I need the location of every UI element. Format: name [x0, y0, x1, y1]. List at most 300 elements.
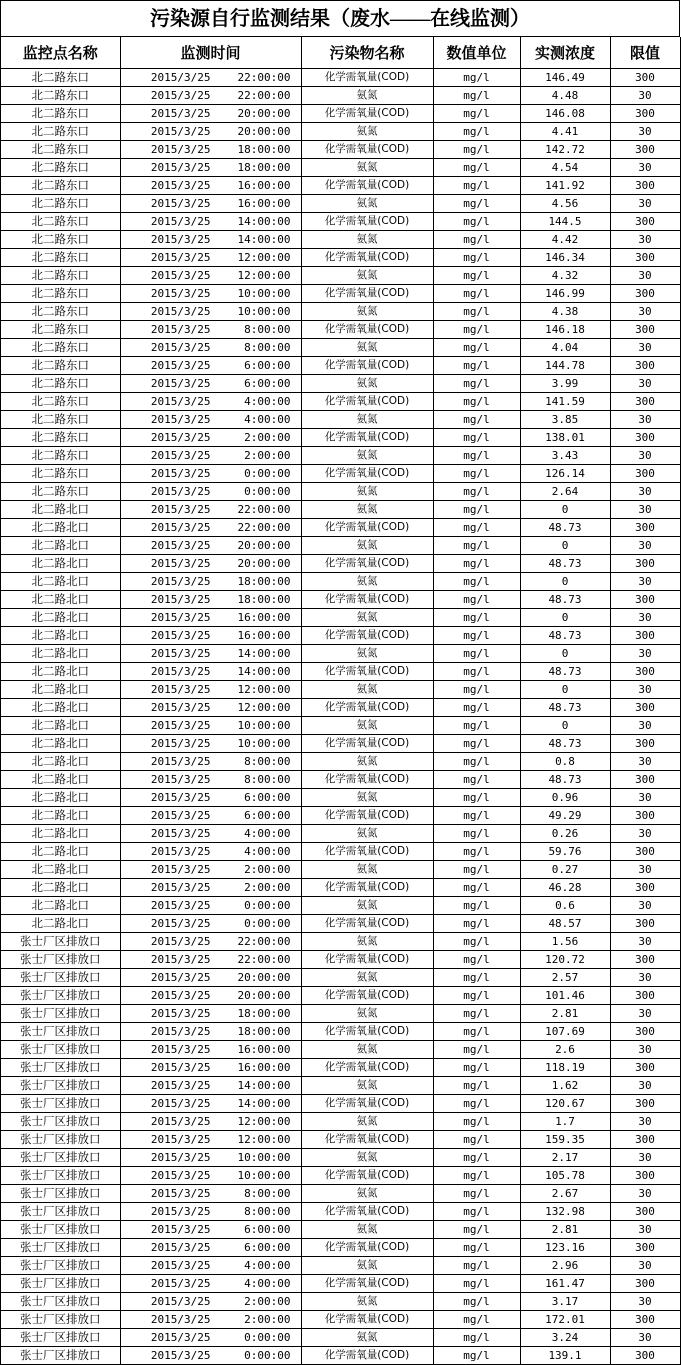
cell-clock: 10:00:00 [237, 737, 291, 750]
cell-limit: 300 [610, 1347, 680, 1365]
cell-unit: mg/l [433, 1131, 520, 1149]
cell-time [120, 483, 301, 501]
cell-site: 张士厂区排放口 [1, 1113, 120, 1131]
cell-concentration: 59.76 [520, 843, 610, 861]
cell-pollutant: 氨氮 [301, 339, 433, 357]
cell-limit: 300 [610, 879, 680, 897]
cell-time [120, 1041, 301, 1059]
cell-clock: 0:00:00 [244, 1331, 291, 1344]
cell-limit: 30 [610, 537, 680, 555]
cell-site: 北二路东口 [1, 87, 120, 105]
cell-site: 北二路北口 [1, 573, 120, 591]
cell-pollutant: 化学需氧量(COD) [301, 1131, 433, 1149]
cell-limit: 30 [610, 231, 680, 249]
cell-pollutant: 化学需氧量(COD) [301, 1347, 433, 1365]
cell-site: 北二路东口 [1, 447, 120, 465]
cell-clock: 14:00:00 [237, 665, 291, 678]
table-row [1, 267, 680, 285]
cell-time [120, 807, 301, 825]
cell-unit: mg/l [433, 1311, 520, 1329]
cell-clock: 20:00:00 [237, 125, 291, 138]
cell-clock: 20:00:00 [237, 107, 291, 120]
table-row [1, 627, 680, 645]
cell-site: 张士厂区排放口 [1, 1293, 120, 1311]
table-row [1, 987, 680, 1005]
cell-time [120, 645, 301, 663]
cell-concentration: 0.96 [520, 789, 610, 807]
cell-limit: 30 [610, 861, 680, 879]
cell-limit: 30 [610, 1329, 680, 1347]
cell-unit: mg/l [433, 447, 520, 465]
cell-time [120, 249, 301, 267]
cell-site: 北二路东口 [1, 105, 120, 123]
table-row [1, 771, 680, 789]
cell-limit: 300 [610, 429, 680, 447]
cell-site: 北二路东口 [1, 339, 120, 357]
table-row [1, 1005, 680, 1023]
cell-clock: 14:00:00 [237, 647, 291, 660]
cell-unit: mg/l [433, 429, 520, 447]
cell-time [120, 591, 301, 609]
cell-unit: mg/l [433, 231, 520, 249]
cell-pollutant: 氨氮 [301, 897, 433, 915]
cell-concentration: 2.64 [520, 483, 610, 501]
cell-pollutant: 化学需氧量(COD) [301, 321, 433, 339]
cell-clock: 4:00:00 [244, 827, 291, 840]
cell-time [120, 339, 301, 357]
cell-concentration: 146.99 [520, 285, 610, 303]
table-row [1, 717, 680, 735]
cell-pollutant: 化学需氧量(COD) [301, 141, 433, 159]
cell-site: 北二路北口 [1, 537, 120, 555]
cell-limit: 300 [610, 249, 680, 267]
cell-pollutant: 化学需氧量(COD) [301, 177, 433, 195]
cell-date: 2015/3/25 [150, 1079, 211, 1092]
cell-concentration: 4.54 [520, 159, 610, 177]
cell-site: 张士厂区排放口 [1, 1041, 120, 1059]
cell-clock: 0:00:00 [244, 1349, 291, 1362]
cell-unit: mg/l [433, 951, 520, 969]
cell-date: 2015/3/25 [150, 431, 211, 444]
cell-clock: 8:00:00 [244, 755, 291, 768]
cell-time [120, 1329, 301, 1347]
cell-pollutant: 氨氮 [301, 1077, 433, 1095]
cell-date: 2015/3/25 [150, 233, 211, 246]
cell-concentration: 4.41 [520, 123, 610, 141]
cell-unit: mg/l [433, 1275, 520, 1293]
cell-unit: mg/l [433, 771, 520, 789]
cell-date: 2015/3/25 [150, 377, 211, 390]
cell-concentration: 0.26 [520, 825, 610, 843]
cell-time [120, 555, 301, 573]
cell-pollutant: 化学需氧量(COD) [301, 915, 433, 933]
cell-limit: 300 [610, 1095, 680, 1113]
table-row [1, 645, 680, 663]
cell-date: 2015/3/25 [150, 107, 211, 120]
cell-time [120, 177, 301, 195]
cell-concentration: 107.69 [520, 1023, 610, 1041]
cell-clock: 14:00:00 [237, 1079, 291, 1092]
cell-concentration: 48.73 [520, 663, 610, 681]
cell-date: 2015/3/25 [150, 863, 211, 876]
cell-limit: 300 [610, 393, 680, 411]
cell-limit: 300 [610, 321, 680, 339]
cell-pollutant: 氨氮 [301, 1041, 433, 1059]
cell-site: 北二路东口 [1, 267, 120, 285]
cell-time [120, 915, 301, 933]
cell-site: 张士厂区排放口 [1, 1275, 120, 1293]
cell-site: 北二路北口 [1, 627, 120, 645]
table-row [1, 807, 680, 825]
cell-limit: 300 [610, 285, 680, 303]
cell-limit: 300 [610, 807, 680, 825]
cell-unit: mg/l [433, 1185, 520, 1203]
cell-site: 张士厂区排放口 [1, 1239, 120, 1257]
cell-date: 2015/3/25 [150, 125, 211, 138]
cell-site: 北二路东口 [1, 195, 120, 213]
cell-time [120, 1167, 301, 1185]
table-row [1, 339, 680, 357]
cell-unit: mg/l [433, 969, 520, 987]
cell-concentration: 144.78 [520, 357, 610, 375]
cell-concentration: 48.73 [520, 627, 610, 645]
cell-pollutant: 氨氮 [301, 303, 433, 321]
cell-time [120, 1221, 301, 1239]
cell-clock: 16:00:00 [237, 179, 291, 192]
cell-site: 北二路东口 [1, 465, 120, 483]
cell-clock: 16:00:00 [237, 629, 291, 642]
cell-time [120, 663, 301, 681]
cell-limit: 30 [610, 717, 680, 735]
cell-time [120, 627, 301, 645]
cell-date: 2015/3/25 [150, 809, 211, 822]
cell-clock: 22:00:00 [237, 503, 291, 516]
cell-time [120, 735, 301, 753]
cell-time [120, 231, 301, 249]
cell-site: 北二路北口 [1, 807, 120, 825]
table-row [1, 735, 680, 753]
cell-limit: 30 [610, 375, 680, 393]
cell-clock: 14:00:00 [237, 1097, 291, 1110]
cell-clock: 4:00:00 [244, 1259, 291, 1272]
cell-limit: 30 [610, 303, 680, 321]
cell-time [120, 357, 301, 375]
cell-unit: mg/l [433, 915, 520, 933]
table-row [1, 681, 680, 699]
cell-concentration: 159.35 [520, 1131, 610, 1149]
cell-time [120, 879, 301, 897]
table-row [1, 879, 680, 897]
cell-clock: 0:00:00 [244, 917, 291, 930]
cell-date: 2015/3/25 [150, 1277, 211, 1290]
cell-time [120, 753, 301, 771]
cell-concentration: 1.62 [520, 1077, 610, 1095]
cell-pollutant: 化学需氧量(COD) [301, 951, 433, 969]
cell-concentration: 138.01 [520, 429, 610, 447]
cell-unit: mg/l [433, 123, 520, 141]
cell-date: 2015/3/25 [150, 521, 211, 534]
table-row [1, 69, 680, 87]
cell-clock: 10:00:00 [237, 1169, 291, 1182]
cell-date: 2015/3/25 [150, 1295, 211, 1308]
cell-date: 2015/3/25 [150, 503, 211, 516]
cell-date: 2015/3/25 [150, 611, 211, 624]
cell-limit: 30 [610, 159, 680, 177]
cell-date: 2015/3/25 [150, 1241, 211, 1254]
cell-concentration: 4.04 [520, 339, 610, 357]
cell-concentration: 0 [520, 537, 610, 555]
cell-unit: mg/l [433, 609, 520, 627]
cell-site: 北二路东口 [1, 321, 120, 339]
cell-clock: 6:00:00 [244, 1223, 291, 1236]
cell-site: 北二路北口 [1, 915, 120, 933]
cell-pollutant: 氨氮 [301, 1257, 433, 1275]
cell-site: 北二路北口 [1, 663, 120, 681]
cell-unit: mg/l [433, 1347, 520, 1365]
table-row [1, 1329, 680, 1347]
cell-time [120, 447, 301, 465]
table-row [1, 357, 680, 375]
cell-time [120, 69, 301, 87]
cell-unit: mg/l [433, 1059, 520, 1077]
cell-clock: 18:00:00 [237, 143, 291, 156]
cell-time [120, 213, 301, 231]
cell-date: 2015/3/25 [150, 1169, 211, 1182]
cell-limit: 300 [610, 987, 680, 1005]
cell-pollutant: 氨氮 [301, 267, 433, 285]
cell-limit: 300 [610, 105, 680, 123]
cell-concentration: 48.73 [520, 555, 610, 573]
cell-site: 北二路东口 [1, 141, 120, 159]
cell-time [120, 609, 301, 627]
cell-date: 2015/3/25 [150, 989, 211, 1002]
cell-time [120, 87, 301, 105]
cell-concentration: 2.67 [520, 1185, 610, 1203]
cell-unit: mg/l [433, 699, 520, 717]
cell-concentration: 4.38 [520, 303, 610, 321]
cell-limit: 30 [610, 933, 680, 951]
table-row [1, 591, 680, 609]
cell-date: 2015/3/25 [150, 1349, 211, 1362]
table-row [1, 213, 680, 231]
cell-time [120, 537, 301, 555]
cell-limit: 300 [610, 465, 680, 483]
cell-site: 北二路北口 [1, 609, 120, 627]
cell-clock: 10:00:00 [237, 1151, 291, 1164]
cell-time [120, 1347, 301, 1365]
cell-site: 北二路北口 [1, 681, 120, 699]
cell-clock: 4:00:00 [244, 845, 291, 858]
cell-time [120, 771, 301, 789]
cell-unit: mg/l [433, 645, 520, 663]
cell-site: 张士厂区排放口 [1, 1167, 120, 1185]
cell-date: 2015/3/25 [150, 413, 211, 426]
table-row [1, 753, 680, 771]
cell-clock: 0:00:00 [244, 899, 291, 912]
cell-pollutant: 氨氮 [301, 1113, 433, 1131]
cell-unit: mg/l [433, 159, 520, 177]
cell-concentration: 48.73 [520, 519, 610, 537]
cell-concentration: 2.96 [520, 1257, 610, 1275]
cell-pollutant: 化学需氧量(COD) [301, 1203, 433, 1221]
table-row [1, 789, 680, 807]
cell-clock: 22:00:00 [237, 89, 291, 102]
cell-limit: 300 [610, 591, 680, 609]
cell-concentration: 48.73 [520, 771, 610, 789]
cell-clock: 20:00:00 [237, 989, 291, 1002]
cell-site: 张士厂区排放口 [1, 969, 120, 987]
cell-site: 张士厂区排放口 [1, 987, 120, 1005]
cell-pollutant: 氨氮 [301, 123, 433, 141]
cell-concentration: 1.56 [520, 933, 610, 951]
cell-unit: mg/l [433, 1239, 520, 1257]
cell-unit: mg/l [433, 393, 520, 411]
cell-pollutant: 化学需氧量(COD) [301, 249, 433, 267]
cell-unit: mg/l [433, 519, 520, 537]
cell-pollutant: 化学需氧量(COD) [301, 987, 433, 1005]
cell-unit: mg/l [433, 861, 520, 879]
cell-pollutant: 化学需氧量(COD) [301, 1095, 433, 1113]
cell-clock: 8:00:00 [244, 341, 291, 354]
cell-date: 2015/3/25 [150, 773, 211, 786]
cell-pollutant: 化学需氧量(COD) [301, 69, 433, 87]
table-row [1, 375, 680, 393]
cell-site: 北二路东口 [1, 249, 120, 267]
cell-pollutant: 氨氮 [301, 375, 433, 393]
cell-clock: 12:00:00 [237, 1133, 291, 1146]
cell-time [120, 1203, 301, 1221]
cell-concentration: 46.28 [520, 879, 610, 897]
cell-time [120, 411, 301, 429]
table-row [1, 231, 680, 249]
cell-site: 张士厂区排放口 [1, 1329, 120, 1347]
cell-limit: 30 [610, 267, 680, 285]
cell-unit: mg/l [433, 375, 520, 393]
cell-site: 北二路北口 [1, 879, 120, 897]
cell-site: 张士厂区排放口 [1, 933, 120, 951]
cell-clock: 20:00:00 [237, 539, 291, 552]
cell-unit: mg/l [433, 735, 520, 753]
cell-date: 2015/3/25 [150, 1043, 211, 1056]
table-row [1, 573, 680, 591]
cell-limit: 30 [610, 1149, 680, 1167]
cell-clock: 18:00:00 [237, 1007, 291, 1020]
cell-concentration: 48.73 [520, 591, 610, 609]
cell-site: 北二路北口 [1, 771, 120, 789]
cell-unit: mg/l [433, 249, 520, 267]
cell-limit: 30 [610, 897, 680, 915]
cell-pollutant: 氨氮 [301, 1149, 433, 1167]
cell-date: 2015/3/25 [150, 953, 211, 966]
cell-limit: 30 [610, 1221, 680, 1239]
cell-limit: 30 [610, 195, 680, 213]
cell-pollutant: 氨氮 [301, 1005, 433, 1023]
cell-clock: 16:00:00 [237, 1043, 291, 1056]
cell-clock: 20:00:00 [237, 971, 291, 984]
cell-limit: 300 [610, 735, 680, 753]
cell-clock: 16:00:00 [237, 197, 291, 210]
table-row [1, 969, 680, 987]
cell-unit: mg/l [433, 1203, 520, 1221]
cell-date: 2015/3/25 [150, 557, 211, 570]
cell-concentration: 2.57 [520, 969, 610, 987]
table-row [1, 177, 680, 195]
cell-pollutant: 化学需氧量(COD) [301, 285, 433, 303]
cell-limit: 30 [610, 447, 680, 465]
table-row [1, 1185, 680, 1203]
cell-time [120, 303, 301, 321]
cell-limit: 300 [610, 141, 680, 159]
cell-pollutant: 化学需氧量(COD) [301, 105, 433, 123]
cell-site: 北二路北口 [1, 699, 120, 717]
cell-pollutant: 化学需氧量(COD) [301, 1023, 433, 1041]
cell-clock: 12:00:00 [237, 683, 291, 696]
cell-unit: mg/l [433, 825, 520, 843]
cell-concentration: 4.32 [520, 267, 610, 285]
cell-pollutant: 化学需氧量(COD) [301, 843, 433, 861]
cell-limit: 30 [610, 1077, 680, 1095]
cell-time [120, 1005, 301, 1023]
cell-site: 北二路东口 [1, 123, 120, 141]
cell-date: 2015/3/25 [150, 467, 211, 480]
cell-unit: mg/l [433, 483, 520, 501]
table-row [1, 861, 680, 879]
cell-unit: mg/l [433, 141, 520, 159]
cell-site: 北二路北口 [1, 897, 120, 915]
cell-time [120, 141, 301, 159]
cell-time [120, 1185, 301, 1203]
cell-pollutant: 化学需氧量(COD) [301, 807, 433, 825]
cell-time [120, 1077, 301, 1095]
cell-clock: 10:00:00 [237, 287, 291, 300]
cell-unit: mg/l [433, 1329, 520, 1347]
cell-unit: mg/l [433, 753, 520, 771]
cell-unit: mg/l [433, 1113, 520, 1131]
cell-unit: mg/l [433, 177, 520, 195]
cell-date: 2015/3/25 [150, 1205, 211, 1218]
cell-clock: 8:00:00 [244, 1205, 291, 1218]
cell-unit: mg/l [433, 339, 520, 357]
cell-date: 2015/3/25 [150, 1259, 211, 1272]
cell-date: 2015/3/25 [150, 161, 211, 174]
cell-clock: 2:00:00 [244, 1295, 291, 1308]
cell-unit: mg/l [433, 897, 520, 915]
cell-time [120, 267, 301, 285]
cell-concentration: 4.42 [520, 231, 610, 249]
table-row [1, 1113, 680, 1131]
cell-limit: 300 [610, 1275, 680, 1293]
cell-unit: mg/l [433, 357, 520, 375]
cell-site: 北二路东口 [1, 411, 120, 429]
cell-unit: mg/l [433, 321, 520, 339]
cell-site: 北二路东口 [1, 375, 120, 393]
cell-site: 北二路北口 [1, 555, 120, 573]
cell-date: 2015/3/25 [150, 629, 211, 642]
cell-concentration: 146.08 [520, 105, 610, 123]
table-row [1, 429, 680, 447]
cell-site: 北二路东口 [1, 177, 120, 195]
cell-time [120, 501, 301, 519]
cell-date: 2015/3/25 [150, 449, 211, 462]
cell-concentration: 4.48 [520, 87, 610, 105]
cell-pollutant: 化学需氧量(COD) [301, 699, 433, 717]
cell-clock: 22:00:00 [237, 71, 291, 84]
cell-concentration: 144.5 [520, 213, 610, 231]
cell-site: 北二路东口 [1, 213, 120, 231]
table-row [1, 825, 680, 843]
table-row [1, 501, 680, 519]
cell-clock: 14:00:00 [237, 215, 291, 228]
